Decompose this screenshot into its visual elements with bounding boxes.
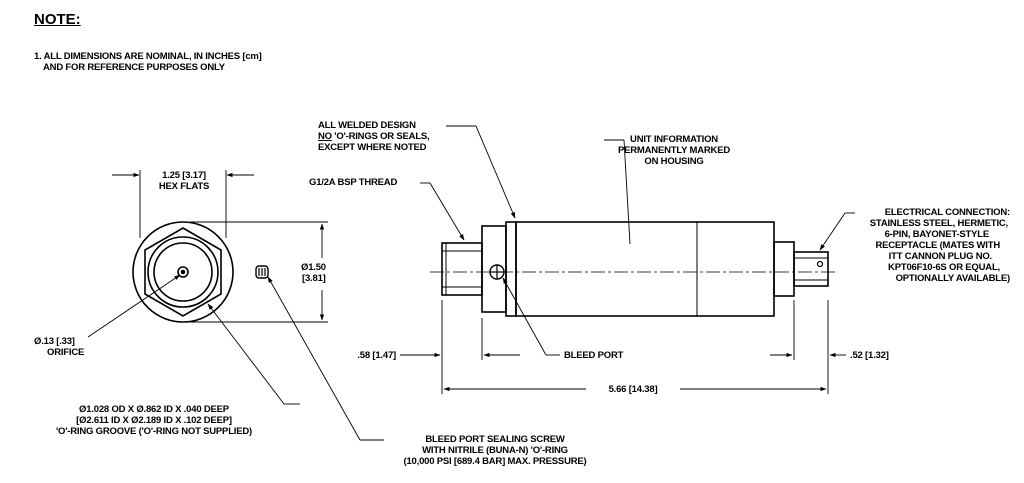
electrical-line-5: ITT CANNON PLUG NO. (888, 251, 992, 262)
diameter-dimension-metric: [3.81] (302, 273, 326, 284)
connector-flange (774, 242, 794, 296)
overall-length-label: 5.66 [14.38] (608, 384, 658, 395)
bleed-port-label: BLEED PORT (564, 350, 624, 361)
unit-info-line-2: PERMANENTLY MARKED (618, 145, 730, 156)
electrical-line-7: OPTIONALLY AVAILABLE) (895, 273, 1010, 284)
main-body (516, 222, 774, 316)
groove-line-1: Ø1.028 OD X Ø.862 ID X .040 DEEP (79, 404, 229, 415)
unit-info-line-1: UNIT INFORMATION (630, 134, 718, 145)
screw-line-1: BLEED PORT SEALING SCREW (425, 434, 565, 445)
welded-line-2-underlined: NO (318, 131, 332, 142)
unit-info-line-3: ON HOUSING (644, 156, 704, 167)
electrical-line-4: RECEPTACLE (MATES WITH (875, 240, 1000, 251)
welded-line-3: EXCEPT WHERE NOTED (318, 142, 427, 153)
screw-line-2: WITH NITRILE (BUNA-N) 'O'-RING (422, 445, 568, 456)
groove-line-3: 'O'-RING GROOVE ('O'-RING NOT SUPPLIED) (56, 426, 252, 437)
welded-line-2 (318, 131, 430, 142)
screw-line-3: (10,000 PSI [689.4 BAR] MAX. PRESSURE) (403, 456, 587, 467)
electrical-line-6: KPT06F10-6S OR EQUAL, (888, 262, 1000, 273)
note-heading: NOTE: (34, 11, 81, 28)
side-view-extension-lines (442, 300, 828, 394)
end-view (133, 170, 328, 322)
hex-flats-caption: HEX FLATS (158, 181, 210, 192)
hex-flats-dimension-label: 1.25 [3.17] (162, 170, 206, 181)
electrical-line-2: STAINLESS STEEL, HERMETIC, (869, 218, 1008, 229)
note-line-2: AND FOR REFERENCE PURPOSES ONLY (43, 62, 225, 73)
sealing-screw-icon (256, 266, 268, 278)
diameter-dimension-label: Ø1.50 (301, 262, 326, 273)
orifice-caption: ORIFICE (47, 347, 85, 358)
electrical-line-1: ELECTRICAL CONNECTION: (884, 207, 1010, 218)
connector-length-label: .52 [1.32] (850, 350, 889, 361)
hex-section (482, 226, 506, 312)
side-view (442, 222, 828, 316)
orifice-label: Ø.13 [.33] (34, 336, 75, 347)
connector-receptacle (794, 252, 828, 286)
groove-line-2: [Ø2.611 ID X Ø2.189 ID X .102 DEEP] (76, 415, 232, 426)
electrical-line-3: 6-PIN, BAYONET-STYLE (884, 229, 989, 240)
thread-label: G1/2A BSP THREAD (309, 177, 398, 188)
welded-line-1: ALL WELDED DESIGN (318, 120, 416, 131)
note-line-1: 1. ALL DIMENSIONS ARE NOMINAL, IN INCHES [cm] (34, 51, 262, 62)
thread-length-label: .58 [1.47] (357, 350, 396, 361)
welded-line-2-rest: 'O'-RINGS OR SEALS, (331, 131, 430, 142)
